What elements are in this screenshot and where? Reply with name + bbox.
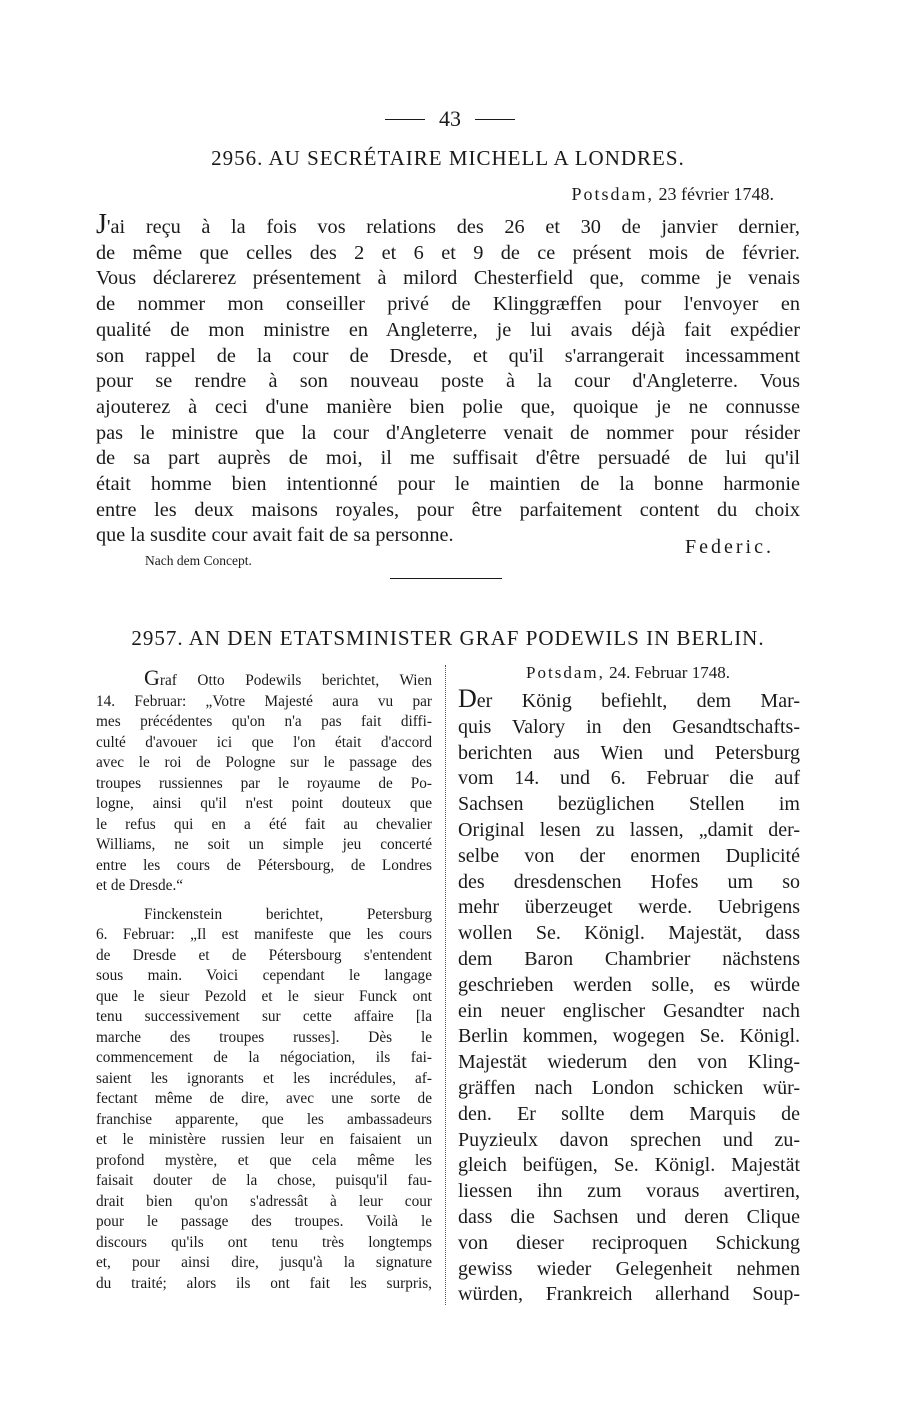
page-number-dash-left: [385, 119, 425, 120]
note-line: commencement de la négociation, ils fai-: [96, 1049, 432, 1066]
note-paragraph-podewils: [96, 665, 432, 897]
note-line: 6. Februar: „Il est manifeste que les cours: [96, 926, 432, 943]
body-line: Vous déclarerez présentement à milord Chesterfield que, comme je venais: [96, 267, 800, 290]
note-line: et, pour ainsi dire, jusqu'à la signature: [96, 1254, 432, 1271]
note-line: le refus qui en a été fait au chevalier: [96, 815, 432, 833]
letter-2956-dateline: [572, 184, 774, 205]
body-line: Sachsen bezüglichen Stellen im: [458, 793, 800, 816]
note-line: sous main. Voici cependant le langage: [96, 967, 432, 984]
note-line: Williams, ne soit un simple jeu concerté: [96, 836, 432, 853]
note-line: avec le roi de Pologne sur le passage des: [96, 754, 432, 771]
body-line: de même que celles des 2 et 6 et 9 de ce présent mois de février.: [96, 241, 800, 264]
body-line: Puyzieulx davon sprechen und zu-: [458, 1128, 800, 1151]
body-line: qualité de mon ministre en Angleterre, je lui avais déjà fait expédier: [96, 318, 800, 341]
body-line: des dresdenschen Hofes um so: [458, 870, 800, 893]
note-line: fectant même de dire, avec une sorte de: [96, 1090, 432, 1107]
body-line: gleich beifügen, Se. Königl. Majestät: [458, 1154, 800, 1177]
body-line: pour se rendre à son nouveau poste à la cour d'Angleterre. Vous: [96, 370, 800, 393]
note-line: marche des troupes russes]. Dès le: [96, 1028, 432, 1046]
letter-2956-title: 2956. AU SECRÉTAIRE MICHELL A LONDRES.: [211, 146, 685, 170]
letter-2956-place: Potsdam,: [571, 184, 655, 204]
note-line: franchise apparente, que les ambassadeurs: [96, 1110, 432, 1128]
note-line: et de Dresde.“: [96, 877, 184, 894]
body-line: selbe von der enormen Duplicité: [458, 844, 800, 867]
body-line: vom 14. und 6. Februar die auf: [458, 767, 800, 790]
note-line: Finckenstein berichtet, Petersburg: [144, 905, 432, 923]
body-line: de nommer mon conseiller privé de Klinggræffen pour l'envoyer en: [96, 293, 800, 316]
letter-2956-source: Nach dem Concept.: [145, 553, 252, 568]
note-line: drait bien qu'on s'adressât à leur cour: [96, 1192, 432, 1210]
note-line: pour le passage des troupes. Voilà le: [96, 1213, 432, 1230]
body-line: dass die Sachsen und deren Clique: [458, 1205, 800, 1228]
column-divider: [445, 665, 446, 1305]
body-line: Majestät wiederum den von Kling-: [458, 1051, 800, 1074]
note-line: et le ministère russien leur en faisaient un: [96, 1131, 432, 1148]
body-line: que la susdite cour avait fait de sa personne.: [96, 524, 454, 547]
note-line: entre les cours de Pétersbourg, de Londres: [96, 856, 432, 874]
note-line: faisait douter de la chose, puisqu'il fau-: [96, 1172, 432, 1189]
body-line: mehr überzeuget werde. Uebrigens: [458, 896, 800, 919]
body-line: quis Valory in den Gesandtschafts-: [458, 715, 800, 738]
body-line: Der König befiehlt, dem Mar-: [458, 684, 800, 713]
letter-2956-signature: Federic.: [685, 536, 774, 558]
body-line: ein neuer englischer Gesandter nach: [458, 999, 800, 1022]
body-line: berichten aus Wien und Petersburg: [458, 741, 800, 764]
letter-2957-body: [458, 686, 800, 1308]
drop-initial: D: [458, 684, 477, 713]
note-line: Graf Otto Podewils berichtet, Wien: [144, 665, 432, 690]
note-line: du traité; alors ils ont fait les surpris,: [96, 1274, 432, 1292]
page-number-dash-right: [475, 119, 515, 120]
letter-2957-notes: [96, 665, 432, 1294]
body-line: wollen Se. Königl. Majestät, dass: [458, 922, 800, 945]
body-line: von dieser reciproquen Schickung: [458, 1231, 800, 1254]
body-line: Berlin kommen, wogegen Se. Königl.: [458, 1025, 800, 1048]
letter-2957-dateline: [457, 663, 799, 683]
note-line: tenu successivement sur cette affaire [la: [96, 1008, 432, 1025]
letter-2956-date: 23 février 1748.: [658, 184, 774, 204]
body-line: ajouterez à ceci d'une manière bien polie que, quoique je ne connusse: [96, 395, 800, 418]
body-line: geschrieben werden solle, es würde: [458, 973, 800, 996]
body-line: liessen ihn zum voraus avertiren,: [458, 1180, 800, 1203]
body-line: son rappel de la cour de Dresde, et qu'il s'arrangerait incessamment: [96, 344, 800, 367]
letter-2956-body: [96, 209, 800, 549]
body-line: pas le ministre que la cour d'Angleterre venait de nommer pour résider: [96, 421, 800, 444]
body-line: dem Baron Chambrier nächstens: [458, 947, 800, 970]
section-divider-rule: [390, 578, 502, 579]
body-line: Original lesen zu lassen, „damit der-: [458, 818, 800, 841]
body-line: entre les deux maisons royales, pour être parfaitement content du choix: [96, 498, 800, 521]
letter-2957-date: 24. Februar 1748.: [609, 663, 730, 682]
note-line: 14. Februar: „Votre Majesté aura vu par: [96, 692, 432, 710]
note-line: de Dresde et de Pétersbourg s'entendent: [96, 946, 432, 964]
note-line: saient les ignorants et les incrédules, af-: [96, 1069, 432, 1087]
body-line: würden, Frankreich allerhand Soup-: [458, 1283, 800, 1306]
page-number: [0, 104, 900, 134]
note-line: mes précédentes qu'on n'a pas fait diffi-: [96, 713, 432, 730]
body-line: J'ai reçu à la fois vos relations des 26 et 30 de janvier dernier,: [96, 209, 800, 240]
letter-2957-title: 2957. AN DEN ETATSMINISTER GRAF PODEWILS IN BERLIN.: [131, 626, 765, 650]
drop-initial: G: [144, 665, 160, 690]
body-line: den. Er sollte dem Marquis de: [458, 1102, 800, 1125]
note-line: troupes russiennes par le royaume de Po-: [96, 774, 432, 792]
drop-initial: J: [96, 209, 107, 240]
note-line: logne, ainsi qu'il n'est point douteux que: [96, 795, 432, 812]
note-line: profond mystère, et que cela même les: [96, 1151, 432, 1169]
note-paragraph-finckenstein: [96, 905, 432, 1295]
note-line: discours qu'ils ont tenu très longtemps: [96, 1233, 432, 1251]
body-line: gewiss wieder Gelegenheit nehmen: [458, 1257, 800, 1280]
note-line: culté d'avouer ici que l'on était d'accord: [96, 733, 432, 751]
body-line: gräffen nach London schicken wür-: [458, 1076, 800, 1099]
note-line: que le sieur Pezold et le sieur Funck ont: [96, 987, 432, 1005]
body-line: était homme bien intentionné pour le maintien de la bonne harmonie: [96, 473, 800, 496]
page-number-value: 43: [439, 106, 461, 131]
body-line: de sa part auprès de moi, il me suffisait d'être persuadé de lui qu'il: [96, 447, 800, 470]
letter-2957-place: Potsdam,: [526, 663, 605, 682]
